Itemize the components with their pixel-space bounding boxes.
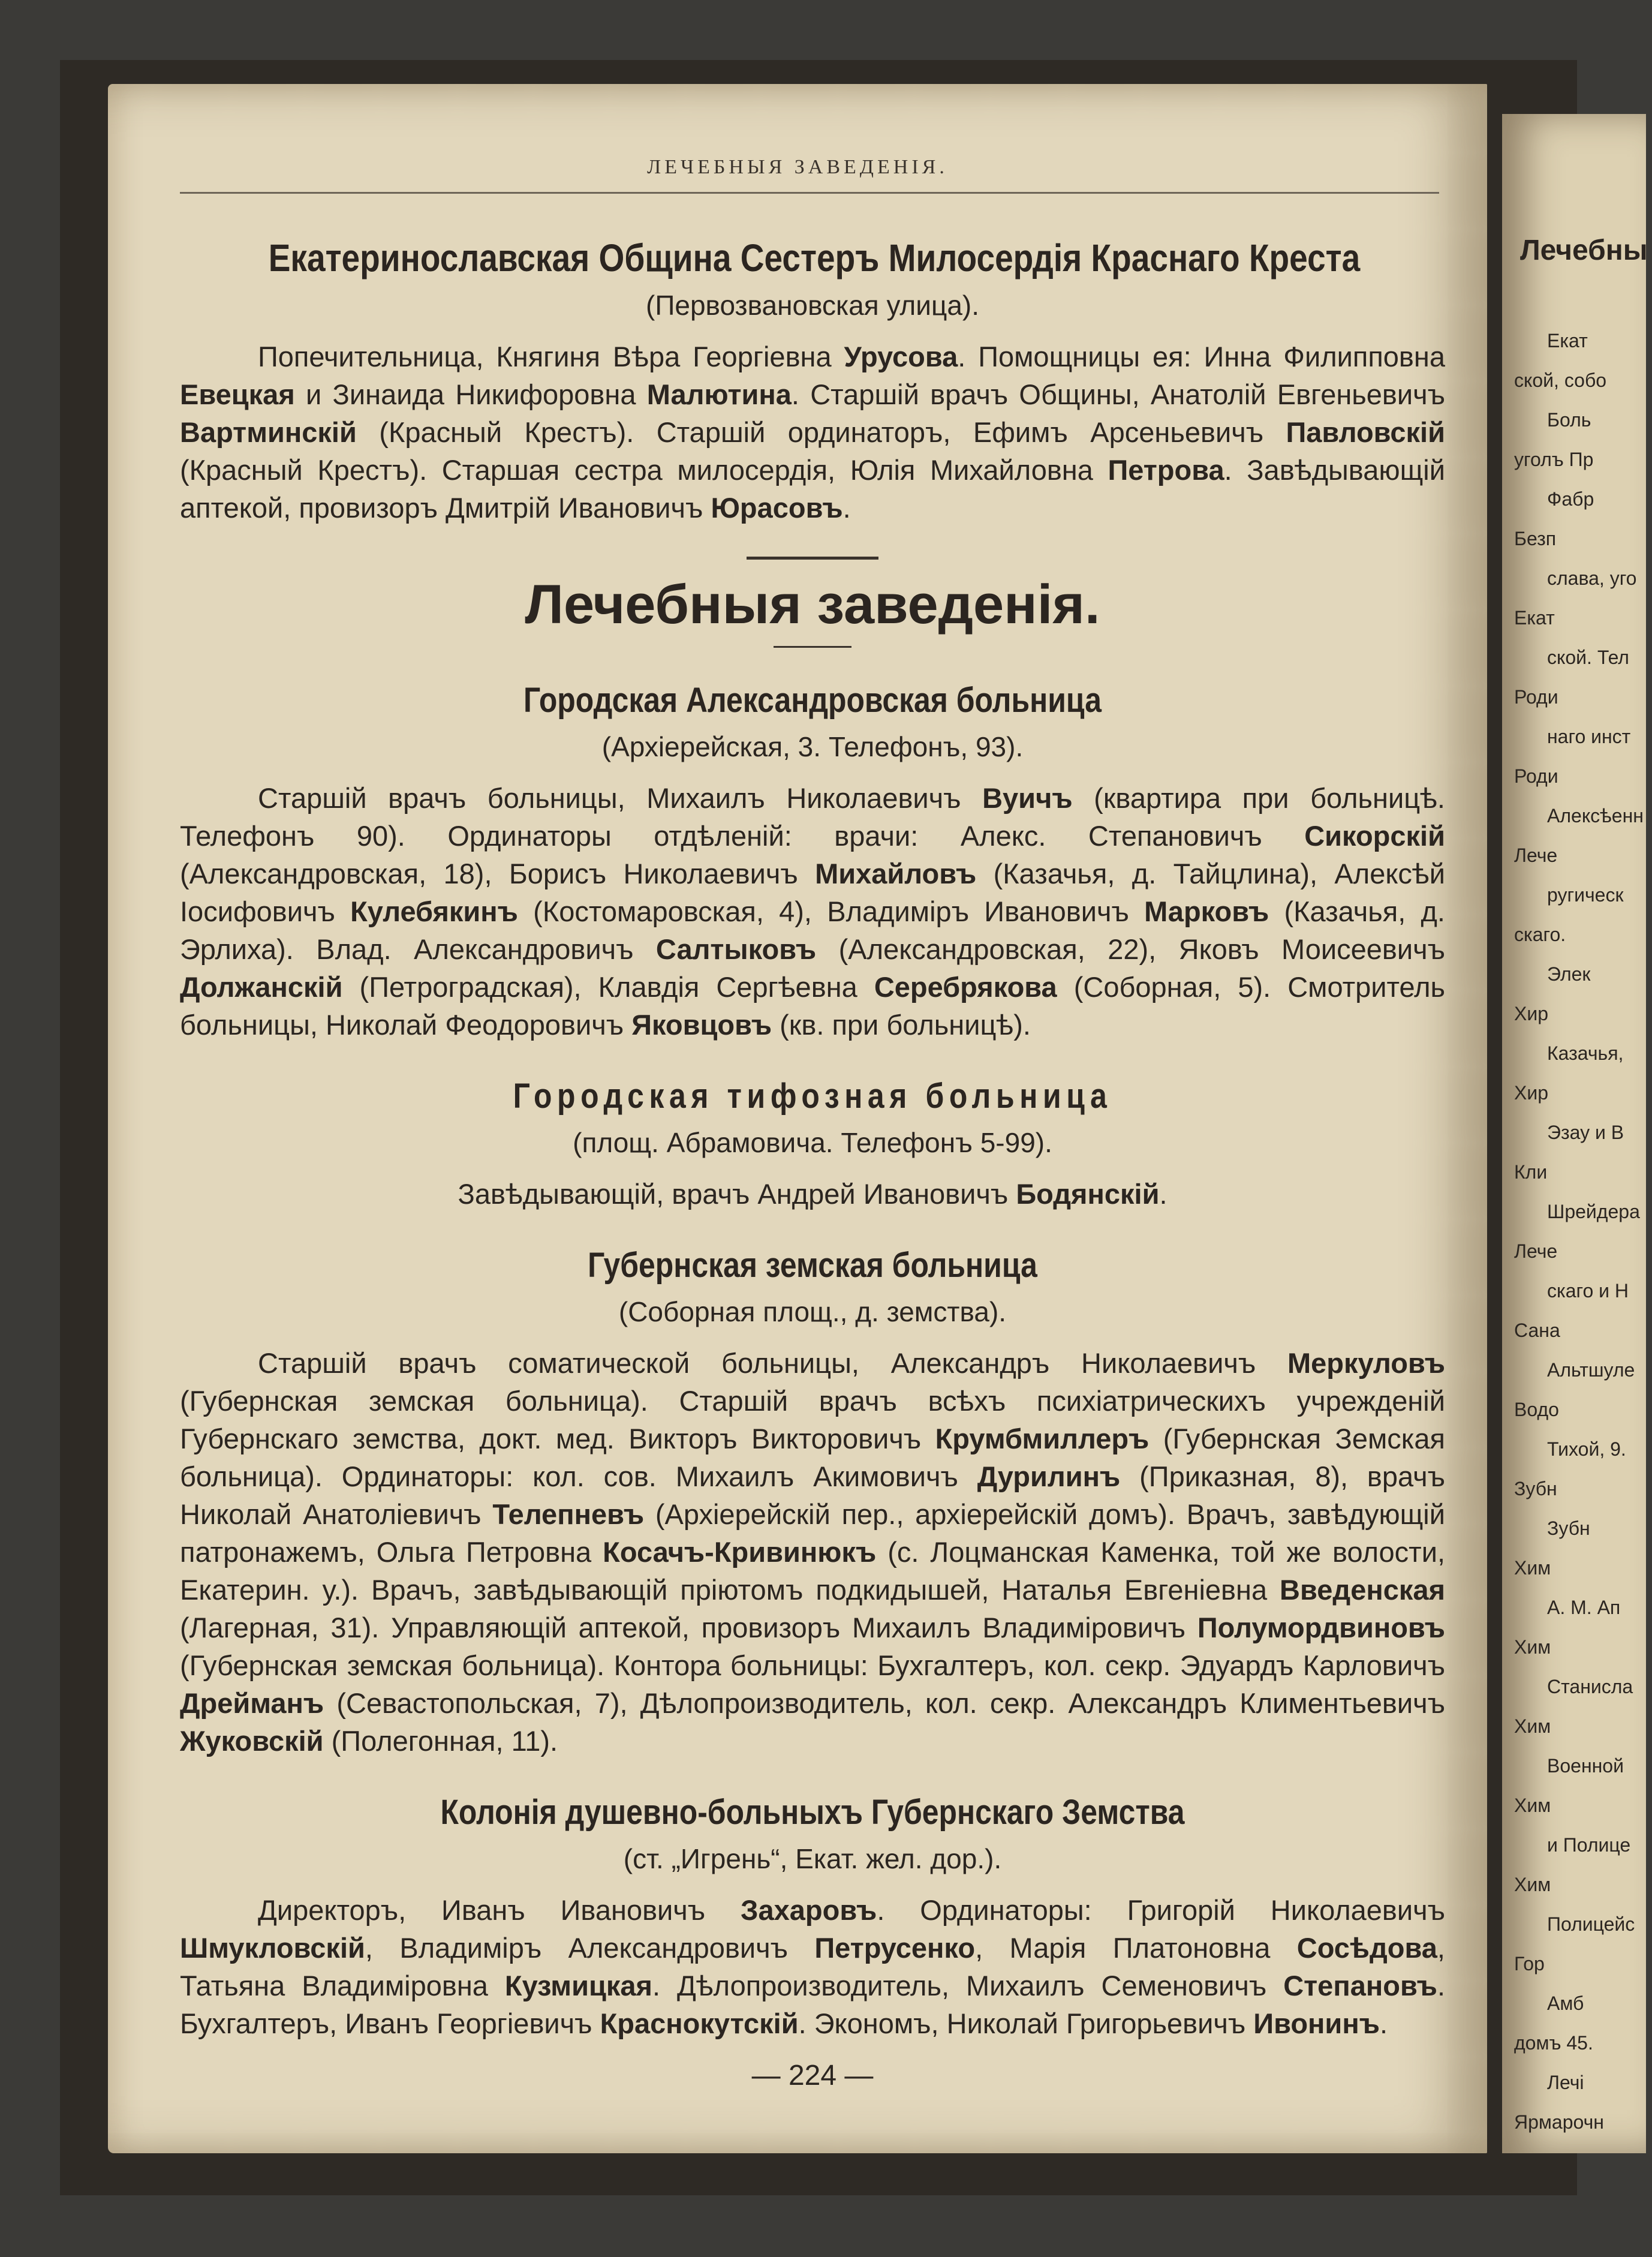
- right-page-fragment: Фабр: [1547, 488, 1594, 510]
- section-rule: [747, 557, 878, 560]
- entries-list: [180, 678, 1445, 2042]
- person-surname: Введенская: [1280, 1574, 1445, 1606]
- right-page-fragment: Зубн: [1514, 1478, 1557, 1499]
- person-surname: Павловскій: [1286, 416, 1445, 448]
- page-content: [180, 210, 1445, 2094]
- person-surname: Евецкая: [180, 378, 295, 410]
- text-run: (Казачья, д. Эрлиха). Влад. Александровичъ: [180, 895, 1445, 965]
- person-surname: Должанскій: [180, 971, 343, 1003]
- text-run: . Помощницы ея: Инна Филипповна: [958, 341, 1445, 372]
- person-surname: Петрусенко: [814, 1932, 976, 1964]
- person-surname: Вартминскій: [180, 416, 357, 448]
- person-surname: Краснокутскій: [600, 2007, 799, 2039]
- text-run: . Завѣдывающій аптекой, провизоръ Дмитрій Ивановичъ: [180, 454, 1445, 524]
- right-page-fragment: Екат: [1547, 330, 1588, 351]
- right-page-fragment: Казачья,: [1547, 1042, 1624, 1064]
- text-run: .: [1379, 2007, 1388, 2039]
- right-page-fragment: Тихой, 9.: [1547, 1438, 1626, 1460]
- right-page-fragment: Боль: [1547, 409, 1591, 431]
- right-page-fragment: А. М. Ап: [1547, 1597, 1621, 1618]
- entry-paragraph: [180, 1344, 1445, 1760]
- right-page-fragment: Станисла: [1547, 1676, 1633, 1697]
- right-page-fragment: Лече: [1514, 1240, 1558, 1262]
- text-run: (Петроградская), Клавдія Сергѣевна: [342, 971, 874, 1003]
- right-page-fragment: Альтшуле: [1547, 1359, 1635, 1381]
- entry-address: (Архіерейская, 3. Телефонъ, 93).: [601, 731, 1024, 762]
- header-rule: [180, 192, 1439, 194]
- right-page-fragment: Водо: [1514, 1399, 1559, 1420]
- person-surname: Урусова: [844, 341, 958, 372]
- person-surname: Сосѣдова: [1296, 1932, 1437, 1964]
- right-page-fragment: скаго и Н: [1547, 1280, 1629, 1302]
- right-page-fragment: Хир: [1514, 1082, 1549, 1104]
- text-run: (Севастопольская, 7), Дѣлопроизводитель, кол. секр. Александръ Климентьевичъ: [324, 1687, 1445, 1719]
- person-surname: Серебрякова: [874, 971, 1057, 1003]
- text-run: (Лагерная, 31). Управляющій аптекой, провизоръ Михаилъ Владиміровичъ: [180, 1612, 1197, 1643]
- person-surname: Степановъ: [1283, 1970, 1437, 2001]
- section-subrule: [774, 646, 851, 648]
- text-run: , Марія Платоновна: [975, 1932, 1297, 1964]
- text-run: Старшій врачъ больницы, Михаилъ Николаевичъ: [258, 782, 983, 814]
- person-surname: Марковъ: [1144, 895, 1269, 927]
- entry-address: (площ. Абрамовича. Телефонъ 5-99).: [573, 1127, 1052, 1158]
- right-page-fragment: Кли: [1514, 1161, 1548, 1183]
- text-run: (Красный Крестъ). Старшая сестра милосердія, Юлія Михайловна: [180, 454, 1108, 486]
- text-run: (квартира при больницѣ. Телефонъ 90). Ординаторы отдѣленій: врачи: Алекс. Степановичъ: [180, 782, 1445, 852]
- running-head: ЛЕЧЕБНЫЯ ЗАВЕДЕНІЯ.: [647, 156, 948, 178]
- org-address: (Первозвановская улица).: [646, 290, 979, 321]
- left-page: [108, 84, 1487, 2153]
- text-run: Директоръ, Иванъ Ивановичъ: [258, 1894, 741, 1926]
- text-run: (Александровская, 22), Яковъ Моисеевичъ: [816, 933, 1445, 965]
- text-run: .: [1159, 1178, 1167, 1210]
- text-run: (Губернская земская больница). Старшій врачъ всѣхъ психіатрическихъ учрежденій Губернскаго земства, докт. мед. Викторъ Викторовичъ: [180, 1385, 1445, 1454]
- text-run: (кв. при больницѣ).: [772, 1009, 1031, 1041]
- right-page-fragment: Роди: [1514, 765, 1558, 787]
- person-surname: Кулебякинъ: [350, 895, 518, 927]
- person-surname: Шмукловскій: [180, 1932, 365, 1964]
- entry-address: (Соборная площ., д. земства).: [618, 1296, 1007, 1327]
- text-run: , Татьяна Владиміровна: [180, 1932, 1445, 2001]
- text-run: (Красный Крестъ). Старшій ординаторъ, Ефимъ Арсеньевичъ: [356, 416, 1286, 448]
- right-page-fragment: ской. Тел: [1547, 647, 1629, 668]
- right-page-fragment: Военной: [1547, 1755, 1624, 1777]
- person-surname: Дурилинъ: [977, 1460, 1121, 1492]
- person-surname: Меркуловъ: [1287, 1347, 1445, 1379]
- entry-paragraph: [180, 779, 1445, 1044]
- right-page-fragment: домъ 45.: [1514, 2032, 1593, 2054]
- text-run: Старшій врачъ соматической больницы, Александръ Николаевичъ: [258, 1347, 1288, 1379]
- text-run: (с. Лоцманская Каменка, той же волости, Екатерин. у.). Врачъ, завѣдывающій пріютомъ подкидышей, Наталья Евгеніевна: [180, 1536, 1446, 1606]
- person-surname: Малютина: [646, 378, 792, 410]
- right-page-fragment: Екат: [1514, 607, 1555, 629]
- person-surname: Петрова: [1108, 454, 1224, 486]
- person-surname: Жуковскій: [180, 1725, 324, 1757]
- right-page-fragment: Алексѣенн: [1547, 805, 1644, 827]
- person-surname: Телепневъ: [492, 1498, 645, 1530]
- right-page-fragment: Зубн: [1547, 1517, 1590, 1539]
- text-run: (Приказная, 8), врачъ Николай Анатоліевичъ: [180, 1460, 1445, 1530]
- person-surname: Крумбмиллеръ: [935, 1423, 1150, 1454]
- text-run: (Архіерейскій пер., архіерейскій домъ). Врачъ, завѣдующій патронажемъ, Ольга Петровна: [180, 1498, 1445, 1568]
- entry-address: (ст. „Игрень“, Екат. жел. дор.).: [623, 1843, 1002, 1874]
- right-page-fragment: Эзау и В: [1547, 1122, 1624, 1143]
- right-page-fragment: уголъ Пр: [1514, 449, 1594, 470]
- text-run: Завѣдывающій, врачъ Андрей Ивановичъ: [458, 1178, 1016, 1210]
- person-surname: Кузмицкая: [504, 1970, 652, 2001]
- text-run: (Костомаровская, 4), Владиміръ Ивановичъ: [517, 895, 1145, 927]
- right-page-fragment: Сана: [1514, 1320, 1560, 1341]
- right-page-fragment: Хим: [1514, 1715, 1551, 1737]
- person-surname: Захаровъ: [741, 1894, 877, 1926]
- person-surname: Полумордвиновъ: [1197, 1612, 1445, 1643]
- right-page-fragment: слава, уго: [1547, 567, 1637, 589]
- text-run: . Дѣлопроизводитель, Михаилъ Семеновичъ: [652, 1970, 1284, 2001]
- right-page-fragment: Безп: [1514, 528, 1557, 549]
- right-page-fragment: наго инст: [1547, 726, 1631, 747]
- right-page-fragment: Амб: [1547, 1992, 1584, 2014]
- text-run: . Бухгалтеръ, Иванъ Георгіевичъ: [180, 1970, 1445, 2039]
- person-surname: Яковцовъ: [631, 1009, 772, 1041]
- right-page-fragment: Шрейдера: [1547, 1201, 1640, 1222]
- right-page-fragment: ской, собо: [1514, 369, 1607, 391]
- right-page-fragment: Полицейс: [1547, 1913, 1635, 1935]
- text-run: . Экономъ, Николай Григорьевичъ: [798, 2007, 1254, 2039]
- text-run: (Александровская, 18), Борисъ Николаевичъ: [180, 858, 816, 889]
- right-page-fragment: Хим: [1514, 1636, 1551, 1658]
- person-surname: Бодянскій: [1016, 1178, 1160, 1210]
- entry-paragraph: [180, 1891, 1445, 2042]
- text-run: . Старшій врачъ Общины, Анатолій Евгеньевичъ: [791, 378, 1446, 410]
- right-page-fragment: Лечі: [1547, 2072, 1584, 2093]
- right-page-fragment: Ярмарочн: [1514, 2111, 1604, 2133]
- entry-title: Городская тифозная больница: [513, 1077, 1112, 1116]
- person-surname: Дрейманъ: [180, 1687, 324, 1719]
- text-run: и Зинаида Никифоровна: [294, 378, 647, 410]
- org-title: Екатеринославская Община Сестеръ Милосердія Краснаго Креста: [268, 236, 1361, 280]
- person-surname: Михайловъ: [815, 858, 977, 889]
- text-run: (Соборная, 5). Смотритель больницы, Николай Феодоровичъ: [180, 971, 1445, 1041]
- entry-paragraph: [180, 1175, 1445, 1213]
- right-page-fragment: Элек: [1547, 963, 1591, 985]
- text-run: (Губернская Земская больница). Ординаторы: кол. сов. Михаилъ Акимовичъ: [180, 1423, 1445, 1492]
- right-page-fragment: и Полице: [1547, 1834, 1631, 1856]
- text-run: (Полегонная, 11).: [323, 1725, 558, 1757]
- person-surname: Ивонинъ: [1253, 2007, 1380, 2039]
- section-title: Лечебныя заведенія.: [525, 574, 1100, 635]
- entry-title: Колонія душевно-больныхъ Губернскаго Земства: [440, 1793, 1185, 1832]
- text-run: .: [842, 492, 851, 524]
- text-run: (Губернская земская больница). Контора больницы: Бухгалтеръ, кол. секр. Эдуардъ Карловичъ: [180, 1649, 1445, 1681]
- right-page-fragment: Гор: [1514, 1953, 1545, 1975]
- text-run: . Ординаторы: Григорій Николаевичъ: [877, 1894, 1445, 1926]
- person-surname: Сикорскій: [1304, 820, 1445, 852]
- right-page-fragment: Хим: [1514, 1795, 1551, 1816]
- right-page-fragment: ругическ: [1547, 884, 1624, 906]
- right-page-edge: [1502, 114, 1646, 2153]
- right-page-fragment: Лече: [1514, 845, 1558, 866]
- text-run: (Казачья, д. Тайцлина), Алексѣй Іосифовичъ: [180, 858, 1445, 927]
- right-page-fragment: Хим: [1514, 1874, 1551, 1895]
- person-surname: Юрасовъ: [711, 492, 843, 524]
- right-page-fragment: скаго.: [1514, 924, 1566, 945]
- text-run: Попечительница, Княгиня Вѣра Георгіевна: [258, 341, 844, 372]
- person-surname: Вуичъ: [982, 782, 1073, 814]
- text-run: , Владиміръ Александровичъ: [365, 1932, 815, 1964]
- person-surname: Салтыковъ: [655, 933, 817, 965]
- page-number: — 224 —: [751, 2060, 874, 2091]
- entry-title: Губернская земская больница: [588, 1246, 1037, 1285]
- person-surname: Косачъ-Кривинюкъ: [603, 1536, 877, 1568]
- right-page-fragment: Хим: [1514, 1557, 1551, 1579]
- right-page-heading: Лечебны: [1520, 235, 1648, 266]
- entry-title: Городская Александровская больница: [523, 681, 1102, 720]
- right-page-fragment: Роди: [1514, 686, 1558, 708]
- right-page-fragment: Хир: [1514, 1003, 1549, 1024]
- org-paragraph: [180, 338, 1445, 527]
